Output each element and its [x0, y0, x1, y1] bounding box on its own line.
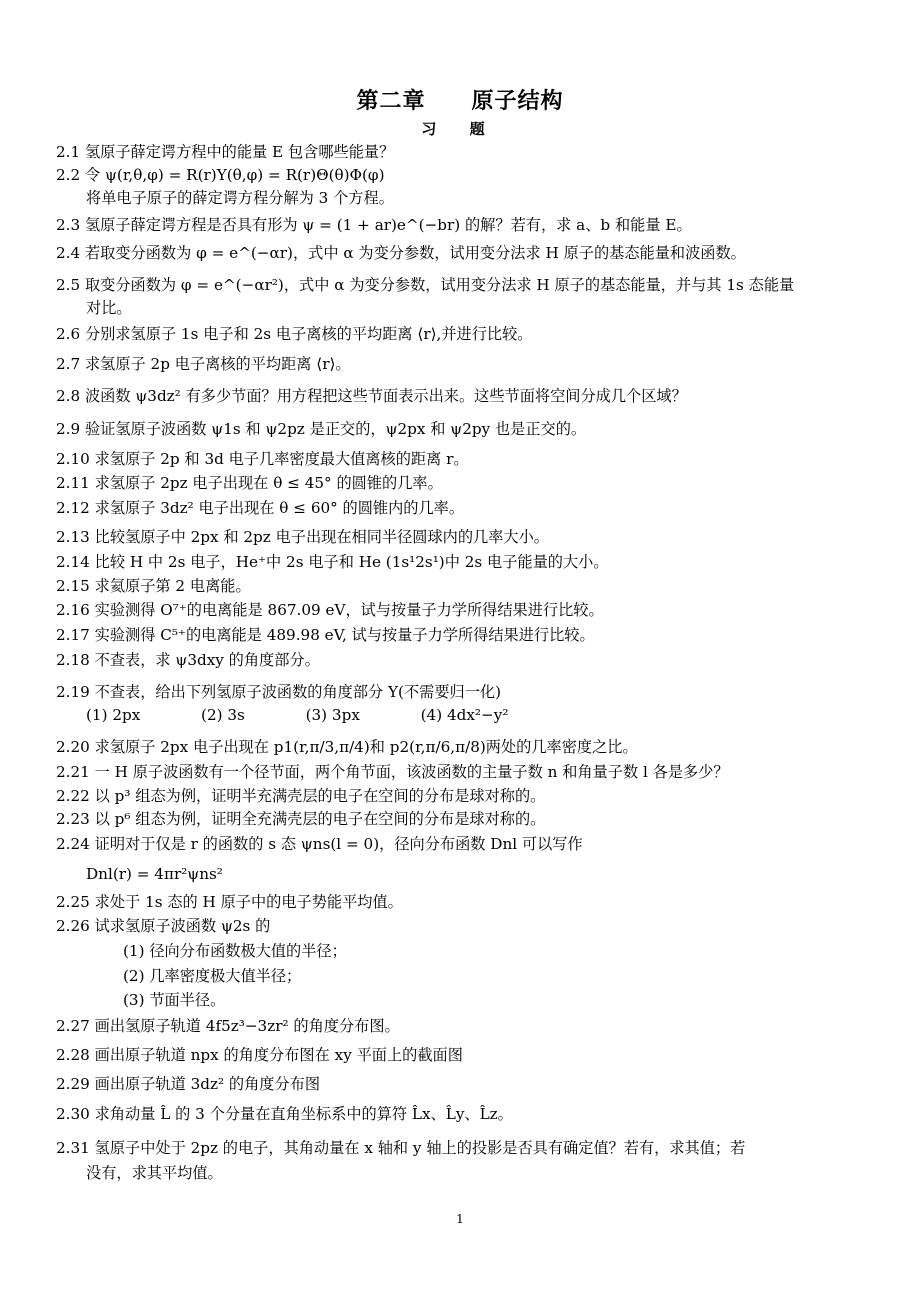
sub-item: (1) 径向分布函数极大值的半径；	[123, 942, 347, 960]
exercises-heading: 习 题	[421, 120, 499, 138]
problem-options: (1) 2px (2) 3s (3) 3px (4) 4dx²−y²	[86, 706, 509, 724]
chapter-title: 第二章 原子结构	[356, 89, 564, 114]
problem-line: 2.20 求氢原子 2px 电子出现在 p1(r,π/3,π/4)和 p2(r,π/6,π/8)两处的几率密度之比。	[56, 738, 638, 756]
problem-line: 2.25 求处于 1s 态的 H 原子中的电子势能平均值。	[56, 893, 403, 911]
problem-line: 2.19 不查表，给出下列氢原子波函数的角度部分 Y(不需要归一化)	[56, 683, 502, 701]
problem-line: 2.7 求氢原子 2p 电子离核的平均距离 ⟨r⟩。	[56, 355, 351, 373]
problem-line: 2.12 求氢原子 3dz² 电子出现在 θ ≤ 60° 的圆锥内的几率。	[56, 499, 465, 517]
sub-item: (3) 节面半径。	[123, 991, 226, 1009]
problem-line: 2.4 若取变分函数为 φ = e^(−αr)，式中 α 为变分参数，试用变分法求 H 原子的基态能量和波函数。	[56, 244, 746, 262]
problem-line: 2.6 分别求氢原子 1s 电子和 2s 电子离核的平均距离 ⟨r⟩,并进行比较。	[56, 325, 533, 343]
problem-line: 2.3 氢原子薛定谔方程是否具有形为 ψ = (1 + ar)e^(−br) 的解？若有，求 a、b 和能量 E。	[56, 216, 692, 234]
problem-line: 2.10 求氢原子 2p 和 3d 电子几率密度最大值离核的距离 r。	[56, 450, 469, 468]
problem-line: 没有，求其平均值。	[86, 1164, 223, 1182]
problem-line: 将单电子原子的薛定谔方程分解为 3 个方程。	[86, 189, 394, 207]
problem-line: 2.31 氢原子中处于 2pz 的电子，其角动量在 x 轴和 y 轴上的投影是否具有确定值？若有，求其值；若	[56, 1139, 746, 1157]
sub-item: (2) 几率密度极大值半径；	[123, 967, 302, 985]
problem-line: 2.8 波函数 ψ3dz² 有多少节面？用方程把这些节面表示出来。这些节面将空间分成几个区域？	[56, 387, 687, 405]
problem-line: 2.24 证明对于仅是 r 的函数的 s 态 ψns(l = 0)，径向分布函数 Dnl 可以写作	[56, 835, 583, 853]
problem-line: 2.18 不查表，求 ψ3dxy 的角度部分。	[56, 651, 320, 669]
problem-line: 2.29 画出原子轨道 3dz² 的角度分布图	[56, 1075, 321, 1093]
problem-line: 2.26 试求氢原子波函数 ψ2s 的	[56, 917, 271, 935]
problem-line: 2.22 以 p³ 组态为例，证明半充满壳层的电子在空间的分布是球对称的。	[56, 787, 546, 805]
problem-line: 2.11 求氢原子 2pz 电子出现在 θ ≤ 45° 的圆锥的几率。	[56, 474, 443, 492]
problem-line: 2.16 实验测得 O⁷⁺的电离能是 867.09 eV，试与按量子力学所得结果进行比较。	[56, 601, 604, 619]
problem-line: 2.27 画出氢原子轨道 4f5z³−3zr² 的角度分布图。	[56, 1017, 400, 1035]
problem-line: 2.2 令 ψ(r,θ,φ) = R(r)Y(θ,φ) = R(r)Θ(θ)Φ(φ)	[56, 166, 385, 184]
problem-line: 2.28 画出原子轨道 npx 的角度分布图在 xy 平面上的截面图	[56, 1046, 463, 1064]
problem-line: 2.13 比较氢原子中 2px 和 2pz 电子出现在相同半径圆球内的几率大小。	[56, 528, 549, 546]
problem-line: 2.30 求角动量 L̂ 的 3 个分量在直角坐标系中的算符 L̂x、L̂y、L̂z。	[56, 1105, 513, 1123]
problem-line: 2.5 取变分函数为 φ = e^(−αr²)，式中 α 为变分参数，试用变分法求 H 原子的基态能量，并与其 1s 态能量	[56, 276, 795, 294]
problem-line: 2.14 比较 H 中 2s 电子，He⁺中 2s 电子和 He (1s¹2s¹)中 2s 电子能量的大小。	[56, 553, 609, 571]
problem-line: 2.17 实验测得 C⁵⁺的电离能是 489.98 eV, 试与按量子力学所得结果进行比较。	[56, 626, 595, 644]
page-number: 1	[456, 1212, 464, 1226]
problem-line: 2.23 以 p⁶ 组态为例，证明全充满壳层的电子在空间的分布是球对称的。	[56, 810, 546, 828]
problem-line: 2.1 氢原子薛定谔方程中的能量 E 包含哪些能量？	[56, 143, 395, 161]
problem-line: 2.15 求氦原子第 2 电离能。	[56, 577, 251, 595]
problem-equation: Dnl(r) = 4πr²ψns²	[86, 865, 223, 883]
problem-line: 对比。	[86, 299, 132, 317]
problem-line: 2.9 验证氢原子波函数 ψ1s 和 ψ2pz 是正交的，ψ2px 和 ψ2py 也是正交的。	[56, 420, 587, 438]
problem-line: 2.21 一 H 原子波函数有一个径节面，两个角节面，该波函数的主量子数 n 和角量子数 l 各是多少？	[56, 763, 729, 781]
